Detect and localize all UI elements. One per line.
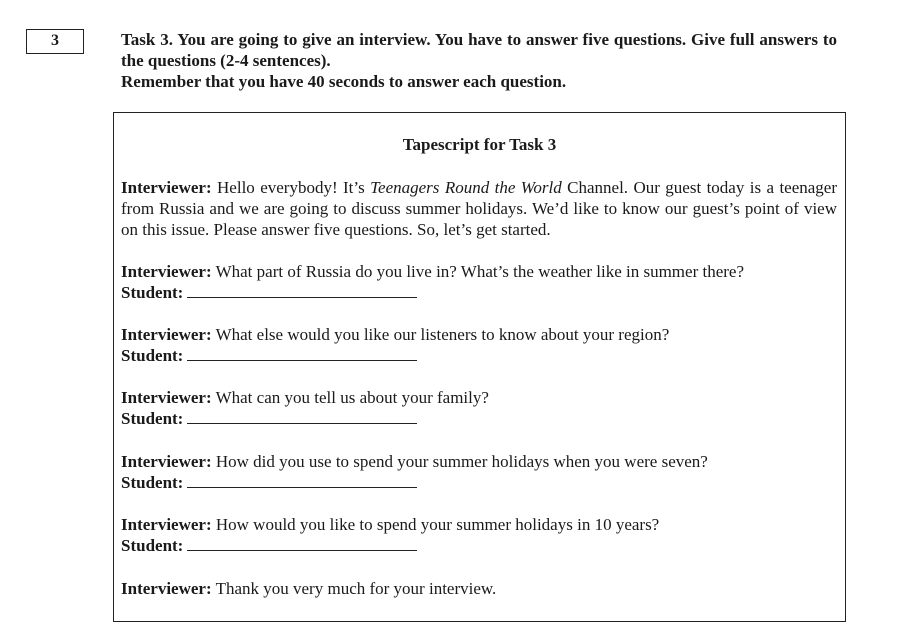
- interviewer-label: Interviewer:: [121, 325, 212, 344]
- question-line: [121, 324, 837, 345]
- intro-text-end: Channel. Our guest today is a teenager from Russia and we are going to discuss summer holidays. We’d like to know our guest’s point of view on this issue. Please answer five questions. So, let’s get started.: [121, 178, 838, 239]
- tapescript-box: [113, 112, 846, 622]
- student-label: Student:: [121, 409, 184, 428]
- question-text: What else would you like our listeners to know about your region?: [215, 325, 670, 344]
- interviewer-label: Interviewer:: [121, 178, 212, 197]
- intro-text-start: Hello everybody! It’s: [217, 178, 371, 197]
- question-block-5: [121, 514, 837, 556]
- interviewer-intro: [121, 177, 837, 240]
- interviewer-label: Interviewer:: [121, 515, 212, 534]
- question-line: [121, 387, 837, 408]
- answer-blank: [187, 282, 417, 298]
- question-line: [121, 261, 837, 282]
- answer-blank: [187, 472, 417, 488]
- question-text: What can you tell us about your family?: [215, 388, 489, 407]
- question-text: What part of Russia do you live in? What’s the weather like in summer there?: [215, 262, 744, 281]
- closing-text: Thank you very much for your interview.: [215, 579, 497, 598]
- answer-blank: [187, 345, 417, 361]
- answer-line: [121, 535, 837, 556]
- question-block-2: [121, 324, 837, 366]
- question-block-3: [121, 387, 837, 429]
- student-label: Student:: [121, 473, 184, 492]
- interviewer-label: Interviewer:: [121, 262, 212, 281]
- task-instructions-line-2: Remember that you have 40 seconds to answer each question.: [121, 72, 567, 91]
- question-line: [121, 514, 837, 535]
- question-block-1: [121, 261, 837, 303]
- interviewer-label: Interviewer:: [121, 579, 212, 598]
- question-line: [121, 451, 837, 472]
- tapescript-title: Tapescript for Task 3: [402, 135, 557, 154]
- student-label: Student:: [121, 283, 184, 302]
- interviewer-label: Interviewer:: [121, 388, 212, 407]
- task-instructions: [121, 29, 837, 92]
- answer-line: [121, 472, 837, 493]
- answer-line: [121, 282, 837, 303]
- interviewer-label: Interviewer:: [121, 452, 212, 471]
- closing-block: [121, 578, 837, 599]
- question-text: How would you like to spend your summer holidays in 10 years?: [215, 515, 660, 534]
- question-text: How did you use to spend your summer holidays when you were seven?: [215, 452, 708, 471]
- answer-line: [121, 408, 837, 429]
- closing-line: [121, 578, 837, 599]
- student-label: Student:: [121, 346, 184, 365]
- student-label: Student:: [121, 536, 184, 555]
- answer-blank: [187, 535, 417, 551]
- answer-blank: [187, 408, 417, 424]
- question-block-4: [121, 451, 837, 493]
- task-number-box: 3: [26, 29, 84, 54]
- show-name: Teenagers Round the World: [370, 178, 562, 197]
- task-instructions-line-1: Task 3. You are going to give an interview. You have to answer five questions. Give full answers to the questions (2-4 sentences).: [121, 30, 837, 70]
- answer-line: [121, 345, 837, 366]
